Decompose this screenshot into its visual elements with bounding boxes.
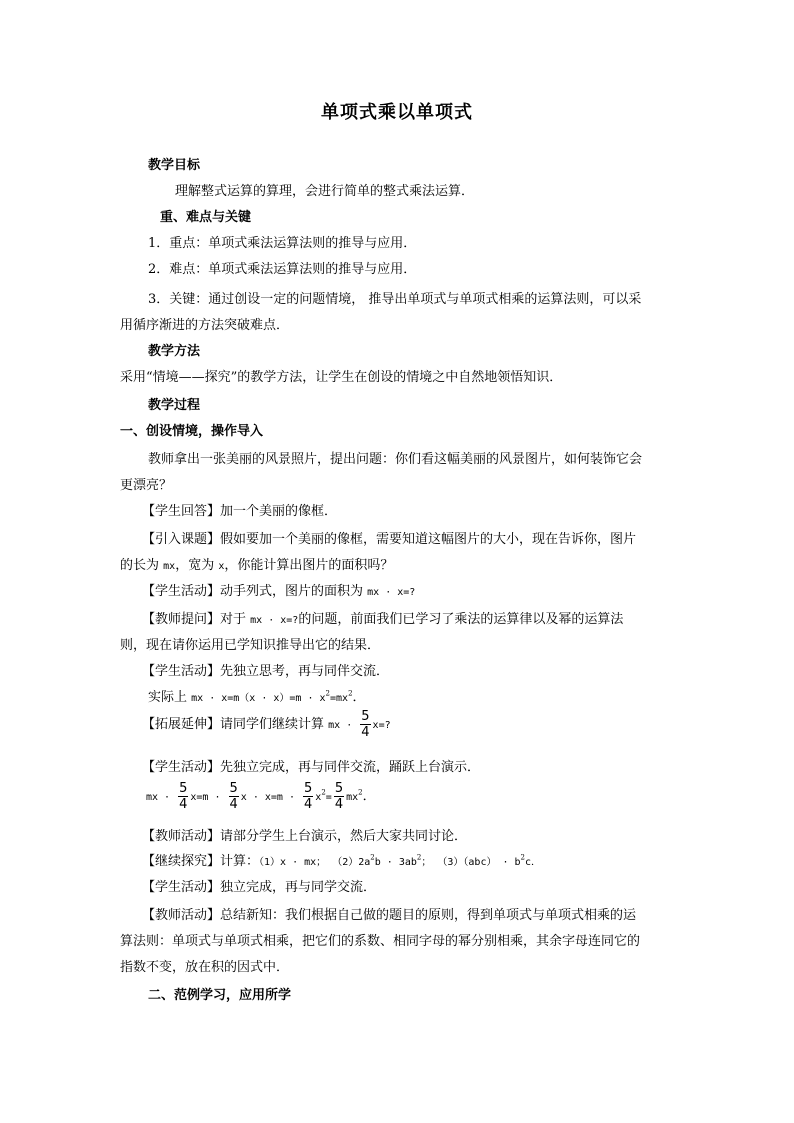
- method-heading: 教学方法: [148, 344, 201, 359]
- tag-teacher-question: 【教师提问】: [142, 612, 221, 627]
- paragraph-3-line-1: 【引入课题】假如要加一个美丽的像框，需要知道这幅图片的大小，现在告诉你，图片: [142, 532, 637, 547]
- paragraph-1-line-1: 教师拿出一张美丽的风景照片，提出问题：你们看这幅美丽的风景图片，如何装饰它会: [148, 452, 643, 467]
- paragraph-9: 【学生活动】先独立完成，再与同伴交流，踊跃上台演示．: [142, 760, 481, 775]
- tag-student-activity: 【学生活动】: [142, 760, 221, 775]
- paragraph-5-line-1: 【教师提问】对于 mx · x=?的问题，前面我们已学习了乘法的运算律以及幂的运算法: [142, 612, 624, 627]
- paragraph-1-line-2: 更漂亮？: [120, 478, 173, 493]
- paragraph-7: 实际上 mx · $x=m(x \cdot x)=m \cdot x^2=mx^2$．: [148, 689, 366, 705]
- goals-heading: 教学目标: [148, 158, 201, 173]
- process-heading: 教学过程: [148, 398, 201, 413]
- part2-heading: 二、范例学习，应用所学: [148, 988, 292, 1003]
- paragraph-5-line-2: 则，现在请你运用已学知识推导出它的结果．: [120, 638, 381, 653]
- fraction-five-quarters: $\frac{5}{4}$: [334, 781, 344, 812]
- paragraph-8: 【拓展延伸】请同学们继续计算 mx · $\frac{5}{4}$ x=?: [142, 709, 391, 740]
- paragraph-12: 【继续探究】计算：（1）x · mx； $(2)2a^2b \cdot 3ab^2$； $(3)(abc) \cdot b^2c$．: [142, 853, 542, 869]
- equation-line: mx · $\frac{5}{4}$ x=m · $\frac{5}{4}$ x · x=m · $\frac{5}{4}$ $x^2=$ $\frac{5}{4}$ $mx^2$．: [146, 781, 376, 812]
- paragraph-14-line-3: 指数不变，放在积的因式中．: [120, 960, 290, 975]
- page-title: 单项式乘以单项式: [321, 102, 473, 123]
- key-point-3-line-1: 3．关键：通过创设一定的问题情境， 推导出单项式与单项式相乘的运算法则，可以采: [148, 292, 642, 307]
- goals-text: 理解整式运算的算理，会进行简单的整式乘法运算．: [175, 184, 475, 199]
- tag-student-activity: 【学生活动】: [142, 584, 221, 599]
- paragraph-6: 【学生活动】先独立思考，再与同伴交流．: [142, 664, 390, 679]
- tag-student-activity: 【学生活动】: [142, 880, 221, 895]
- paragraph-3-line-2: 的长为 mx，宽为 x，你能计算出图片的面积吗？: [120, 558, 394, 573]
- fraction-five-quarters: $\frac{5}{4}$: [179, 781, 188, 812]
- paragraph-11: 【教师活动】请部分学生上台演示，然后大家共同讨论．: [142, 829, 468, 844]
- tag-introduce-topic: 【引入课题】: [142, 532, 221, 547]
- fraction-five-quarters: $\frac{5}{4}$: [229, 781, 238, 812]
- tag-extension: 【拓展延伸】: [142, 717, 221, 732]
- tag-student-answer: 【学生回答】: [142, 504, 221, 519]
- paragraph-13: 【学生活动】独立完成，再与同学交流．: [142, 880, 377, 895]
- paragraph-2: 【学生回答】加一个美丽的像框．: [142, 504, 338, 519]
- paragraph-14-line-2: 算法则：单项式与单项式相乘，把它们的系数、相同字母的幂分别相乘，其余字母连同它的: [120, 934, 641, 949]
- method-text: 采用“情境——探究”的教学方法，让学生在创设的情境之中自然地领悟知识．: [120, 370, 563, 385]
- tag-teacher-activity: 【教师活动】: [142, 908, 221, 923]
- key-points-heading: 重、难点与关键: [160, 210, 252, 225]
- key-point-2: 2．难点：单项式乘法运算法则的推导与应用．: [148, 262, 417, 277]
- paragraph-14-line-1: 【教师活动】总结新知：我们根据自己做的题目的原则，得到单项式与单项式相乘的运: [142, 908, 637, 923]
- tag-student-activity: 【学生活动】: [142, 664, 221, 679]
- tag-continue-explore: 【继续探究】: [142, 854, 221, 869]
- fraction-five-quarters: $\frac{5}{4}$: [304, 781, 313, 812]
- paragraph-4: 【学生活动】动手列式，图片的面积为 mx · x=?: [142, 584, 416, 599]
- part1-heading: 一、创设情境，操作导入: [120, 424, 264, 439]
- fraction-five-quarters: $\frac{5}{4}$: [361, 709, 370, 740]
- tag-teacher-activity: 【教师活动】: [142, 829, 221, 844]
- key-point-1: 1．重点：单项式乘法运算法则的推导与应用．: [148, 236, 417, 251]
- key-point-3-line-2: 用循序渐进的方法突破难点．: [120, 318, 290, 333]
